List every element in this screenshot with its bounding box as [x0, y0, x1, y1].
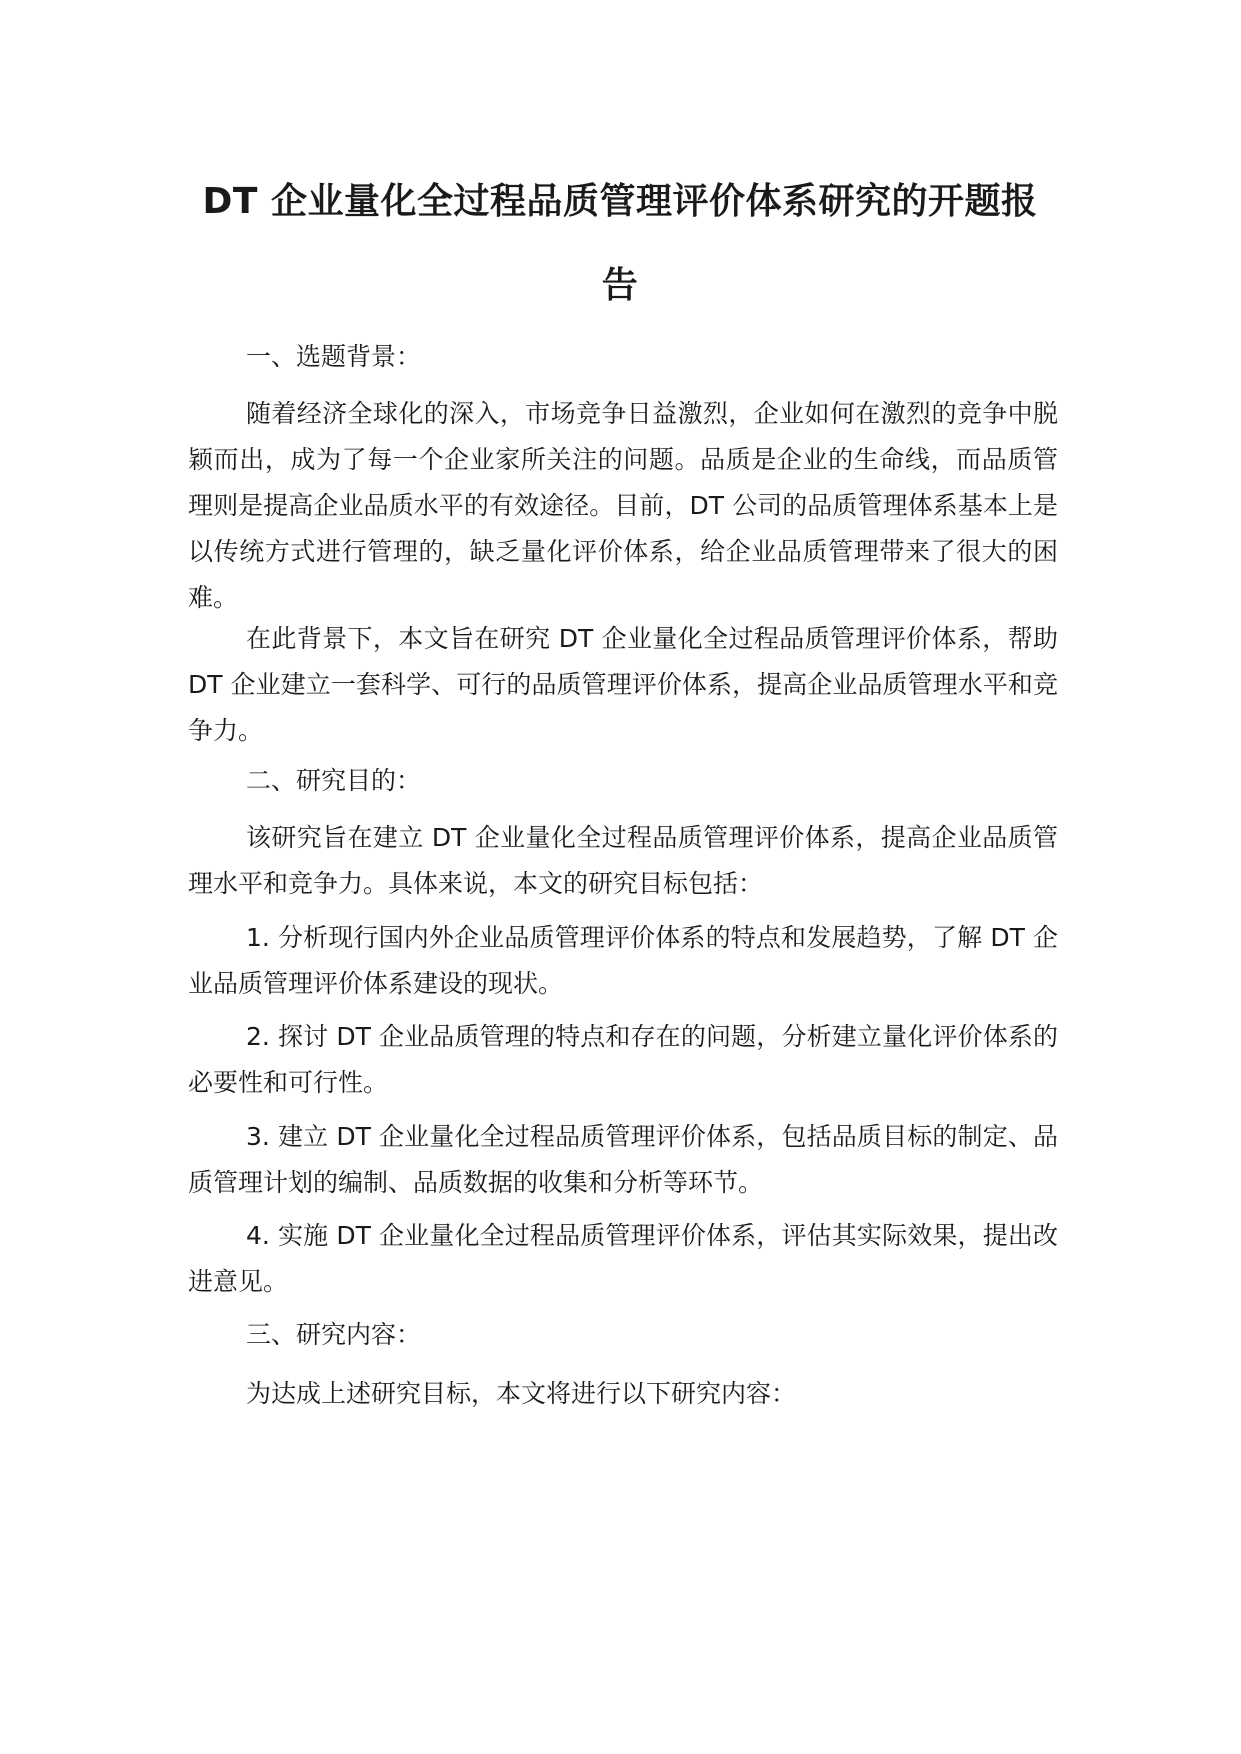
- list-item-goal-2: 2. 探讨 DT 企业品质管理的特点和存在的问题，分析建立量化评价体系的必要性和可行性。: [188, 1022, 1058, 1097]
- document-title-line-2: 告: [601, 265, 639, 306]
- section-heading-purpose: 二、研究目的：: [246, 766, 422, 795]
- section-heading-content: 三、研究内容：: [246, 1320, 422, 1349]
- document-title-line-1: DT 企业量化全过程品质管理评价体系研究的开题报: [202, 181, 1038, 222]
- paragraph-purpose-intro: 该研究旨在建立 DT 企业量化全过程品质管理评价体系，提高企业品质管理水平和竞争力。具体来说，本文的研究目标包括：: [188, 823, 1058, 898]
- paragraph-content-intro: 为达成上述研究目标，本文将进行以下研究内容：: [246, 1379, 797, 1408]
- paragraph-background-2: 在此背景下，本文旨在研究 DT 企业量化全过程品质管理评价体系，帮助 DT 企业建立一套科学、可行的品质管理评价体系，提高企业品质管理水平和竞争力。: [188, 624, 1058, 745]
- list-item-goal-3: 3. 建立 DT 企业量化全过程品质管理评价体系，包括品质目标的制定、品质管理计划的编制、品质数据的收集和分析等环节。: [188, 1122, 1058, 1197]
- list-item-goal-4: 4. 实施 DT 企业量化全过程品质管理评价体系，评估其实际效果，提出改进意见。: [188, 1221, 1058, 1296]
- section-heading-background: 一、选题背景：: [246, 342, 422, 371]
- paragraph-background-1: 随着经济全球化的深入，市场竞争日益激烈，企业如何在激烈的竞争中脱颖而出，成为了每一个企业家所关注的问题。品质是企业的生命线，而品质管理则是提高企业品质水平的有效途径。目前，DT 公司的品质管理体系基本上是以传统方式进行管理的，缺乏量化评价体系，给企业品质管理带来了很大的困难。: [188, 399, 1058, 612]
- list-item-goal-1: 1. 分析现行国内外企业品质管理评价体系的特点和发展趋势，了解 DT 企业品质管理评价体系建设的现状。: [188, 923, 1058, 998]
